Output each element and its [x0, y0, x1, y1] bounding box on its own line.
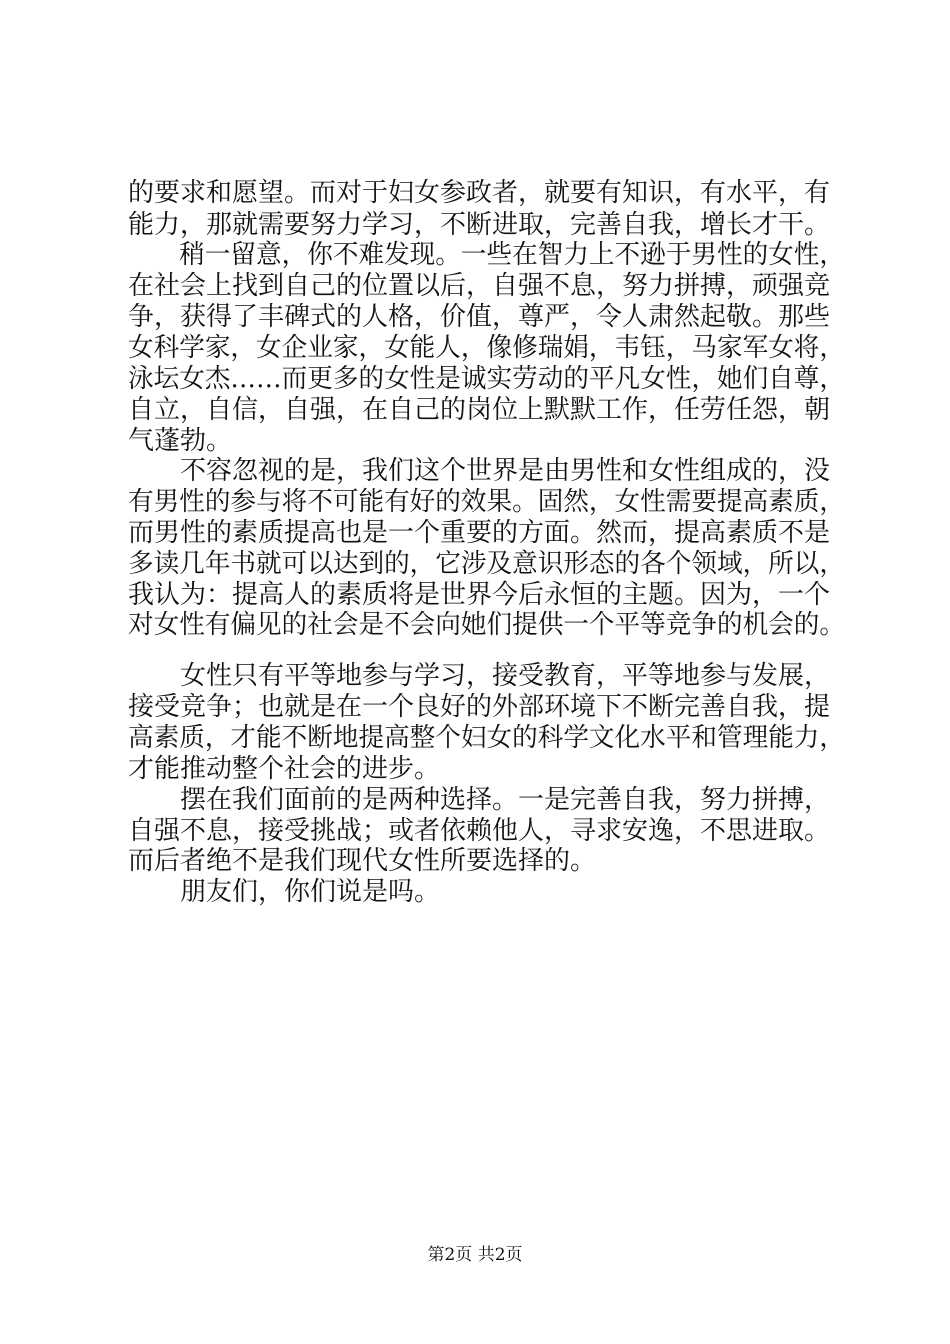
text-line: 接受竞争；也就是在一个良好的外部环境下不断完善自我，提 [128, 692, 831, 722]
text-line: 而后者绝不是我们现代女性所要选择的。 [128, 846, 597, 876]
text-line: 女科学家，女企业家，女能人，像修瑞娟，韦钰，马家军女将， [128, 333, 846, 363]
text-line: 才能推动整个社会的进步。 [128, 754, 441, 784]
page-number-footer: 第2页 共2页 [427, 1245, 523, 1265]
text-line: 气蓬勃。 [128, 426, 233, 456]
text-line: 的要求和愿望。而对于妇女参政者，就要有知识，有水平，有 [128, 178, 831, 208]
text-line: 有男性的参与将不可能有好的效果。固然，女性需要提高素质， [128, 487, 846, 517]
text-line: 自立，自信，自强，在自己的岗位上默默工作，任劳任怨，朝 [128, 395, 831, 425]
text-line: 不容忽视的是，我们这个世界是由男性和女性组成的，没 [128, 456, 831, 486]
text-line: 摆在我们面前的是两种选择。一是完善自我，努力拼搏， [128, 785, 831, 815]
text-line: 女性只有平等地参与学习，接受教育，平等地参与发展， [128, 661, 831, 691]
text-line: 能力，那就需要努力学习，不断进取，完善自我，增长才干。 [128, 210, 831, 240]
text-line: 多读几年书就可以达到的，它涉及意识形态的各个领域，所以， [128, 549, 846, 579]
text-line: 我认为：提高人的素质将是世界今后永恒的主题。因为，一个 [128, 580, 831, 610]
text-line: 高素质，才能不断地提高整个妇女的科学文化水平和管理能力， [128, 723, 846, 753]
text-line: 自强不息，接受挑战；或者依赖他人，寻求安逸，不思进取。 [128, 816, 831, 846]
text-line: 对女性有偏见的社会是不会向她们提供一个平等竞争的机会的。 [128, 610, 846, 640]
text-line: 稍一留意，你不难发现。一些在智力上不逊于男性的女性， [128, 240, 846, 270]
text-line: 在社会上找到自己的位置以后，自强不息，努力拼搏，顽强竞 [128, 271, 831, 301]
text-line: 泳坛女杰……而更多的女性是诚实劳动的平凡女性，她们自尊， [128, 364, 846, 394]
text-line: 朋友们，你们说是吗。 [128, 877, 441, 907]
text-line: 争，获得了丰碑式的人格，价值，尊严，令人肃然起敬。那些 [128, 302, 831, 332]
text-line: 而男性的素质提高也是一个重要的方面。然而，提高素质不是 [128, 518, 831, 548]
